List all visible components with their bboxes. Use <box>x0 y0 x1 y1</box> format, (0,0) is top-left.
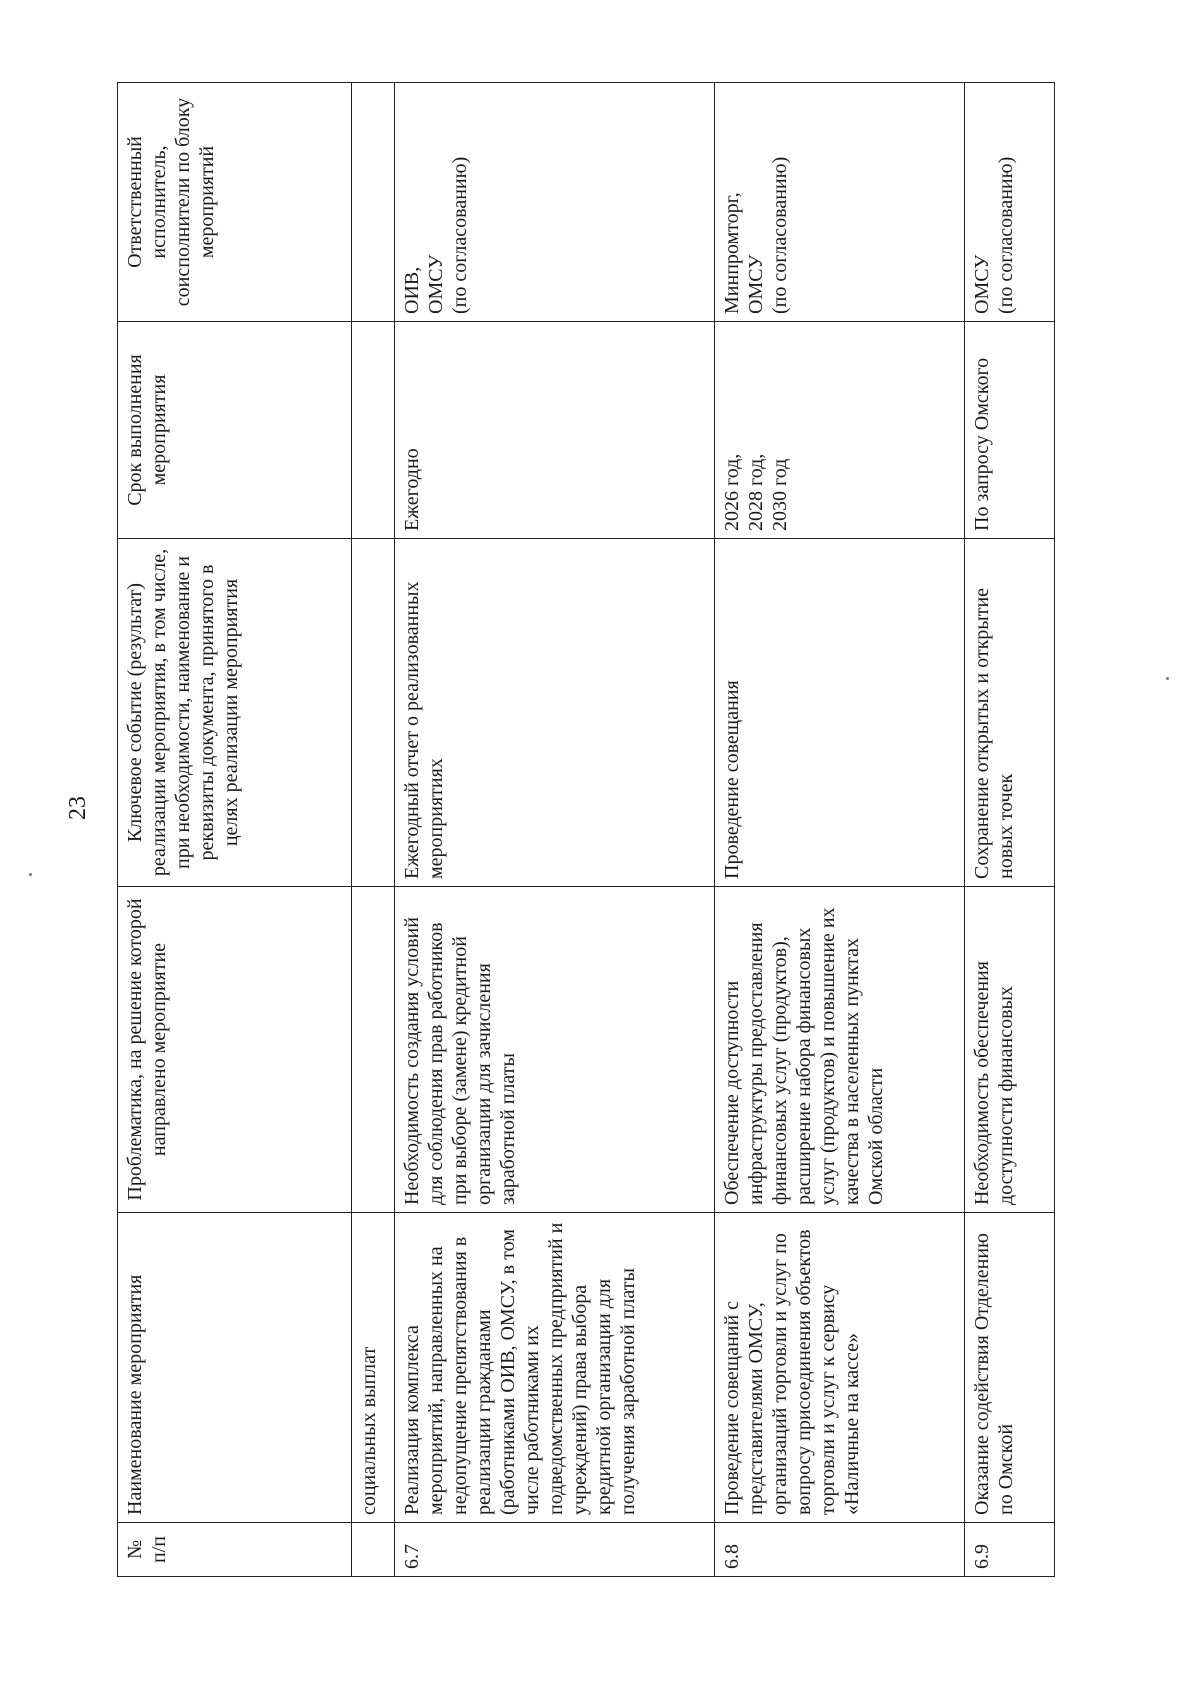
continuation-cell <box>352 887 395 1213</box>
scan-speck <box>29 873 32 876</box>
scan-speck <box>1166 677 1169 680</box>
header-responsible: Ответственный исполнитель, соисполнители по блоку мероприятий <box>118 83 352 322</box>
header-event: Ключевое событие (результат) реализации мероприятия, в том числе, при необходимости, наименование и реквизиты документа, принятого в целях реализации мероприятия <box>118 539 352 887</box>
continuation-cell <box>352 539 395 887</box>
row-event: Сохранение открытых и открытие новых точек <box>965 539 1055 887</box>
continuation-row <box>352 83 395 1577</box>
row-responsible: Минпромторг, ОМСУ (по согласованию) <box>715 83 965 322</box>
continuation-cell <box>352 322 395 539</box>
row-problem: Необходимость создания условий для соблюдения прав работников при выборе (замене) кредитной организации для зачисления заработной платы <box>395 887 715 1213</box>
row-event: Ежегодный отчет о реализованных мероприятиях <box>395 539 715 887</box>
table-row <box>965 83 1055 1577</box>
header-name: Наименование мероприятия <box>118 1213 352 1523</box>
rotated-table-container <box>117 83 1054 1577</box>
table-row <box>715 83 965 1577</box>
header-row <box>118 83 352 1577</box>
row-term: 2026 год, 2028 год, 2030 год <box>715 322 965 539</box>
row-term: По запросу Омского <box>965 322 1055 539</box>
row-name: Оказание содействия Отделению по Омской <box>965 1213 1055 1523</box>
row-term: Ежегодно <box>395 322 715 539</box>
row-responsible: ОМСУ (по согласованию) <box>965 83 1055 322</box>
row-problem: Необходимость обеспечения доступности финансовых <box>965 887 1055 1213</box>
row-num: 6.7 <box>395 1523 715 1577</box>
row-responsible: ОИВ, ОМСУ (по согласованию) <box>395 83 715 322</box>
row-name: Реализация комплекса мероприятий, направленных на недопущение препятствования в реализации гражданами (работниками ОИВ, ОМСУ, в том числе работниками их подведомственных предприятий и учреждений) права выбора кредитной организации для получения заработной платы <box>395 1213 715 1523</box>
continuation-num-cell <box>352 1523 395 1577</box>
continuation-cell <box>352 83 395 322</box>
page-number: 23 <box>65 796 91 820</box>
row-name: Проведение совещаний с представителями ОМСУ, организаций торговли и услуг по вопросу присоединения объектов торговли и услуг к сервису «Наличные на кассе» <box>715 1213 965 1523</box>
continuation-text: социальных выплат <box>352 1213 395 1523</box>
header-term: Срок выполнения мероприятия <box>118 322 352 539</box>
row-event: Проведение совещания <box>715 539 965 887</box>
row-num: 6.8 <box>715 1523 965 1577</box>
measures-table <box>117 82 1055 1577</box>
row-problem: Обеспечение доступности инфраструктуры предоставления финансовых услуг (продуктов), расширение набора финансовых услуг (продуктов) и повышение их качества в населенных пунктах Омской области <box>715 887 965 1213</box>
table-row <box>395 83 715 1577</box>
header-problem: Проблематика, на решение которой направлено мероприятие <box>118 887 352 1213</box>
row-num: 6.9 <box>965 1523 1055 1577</box>
header-num: № п/п <box>118 1523 352 1577</box>
